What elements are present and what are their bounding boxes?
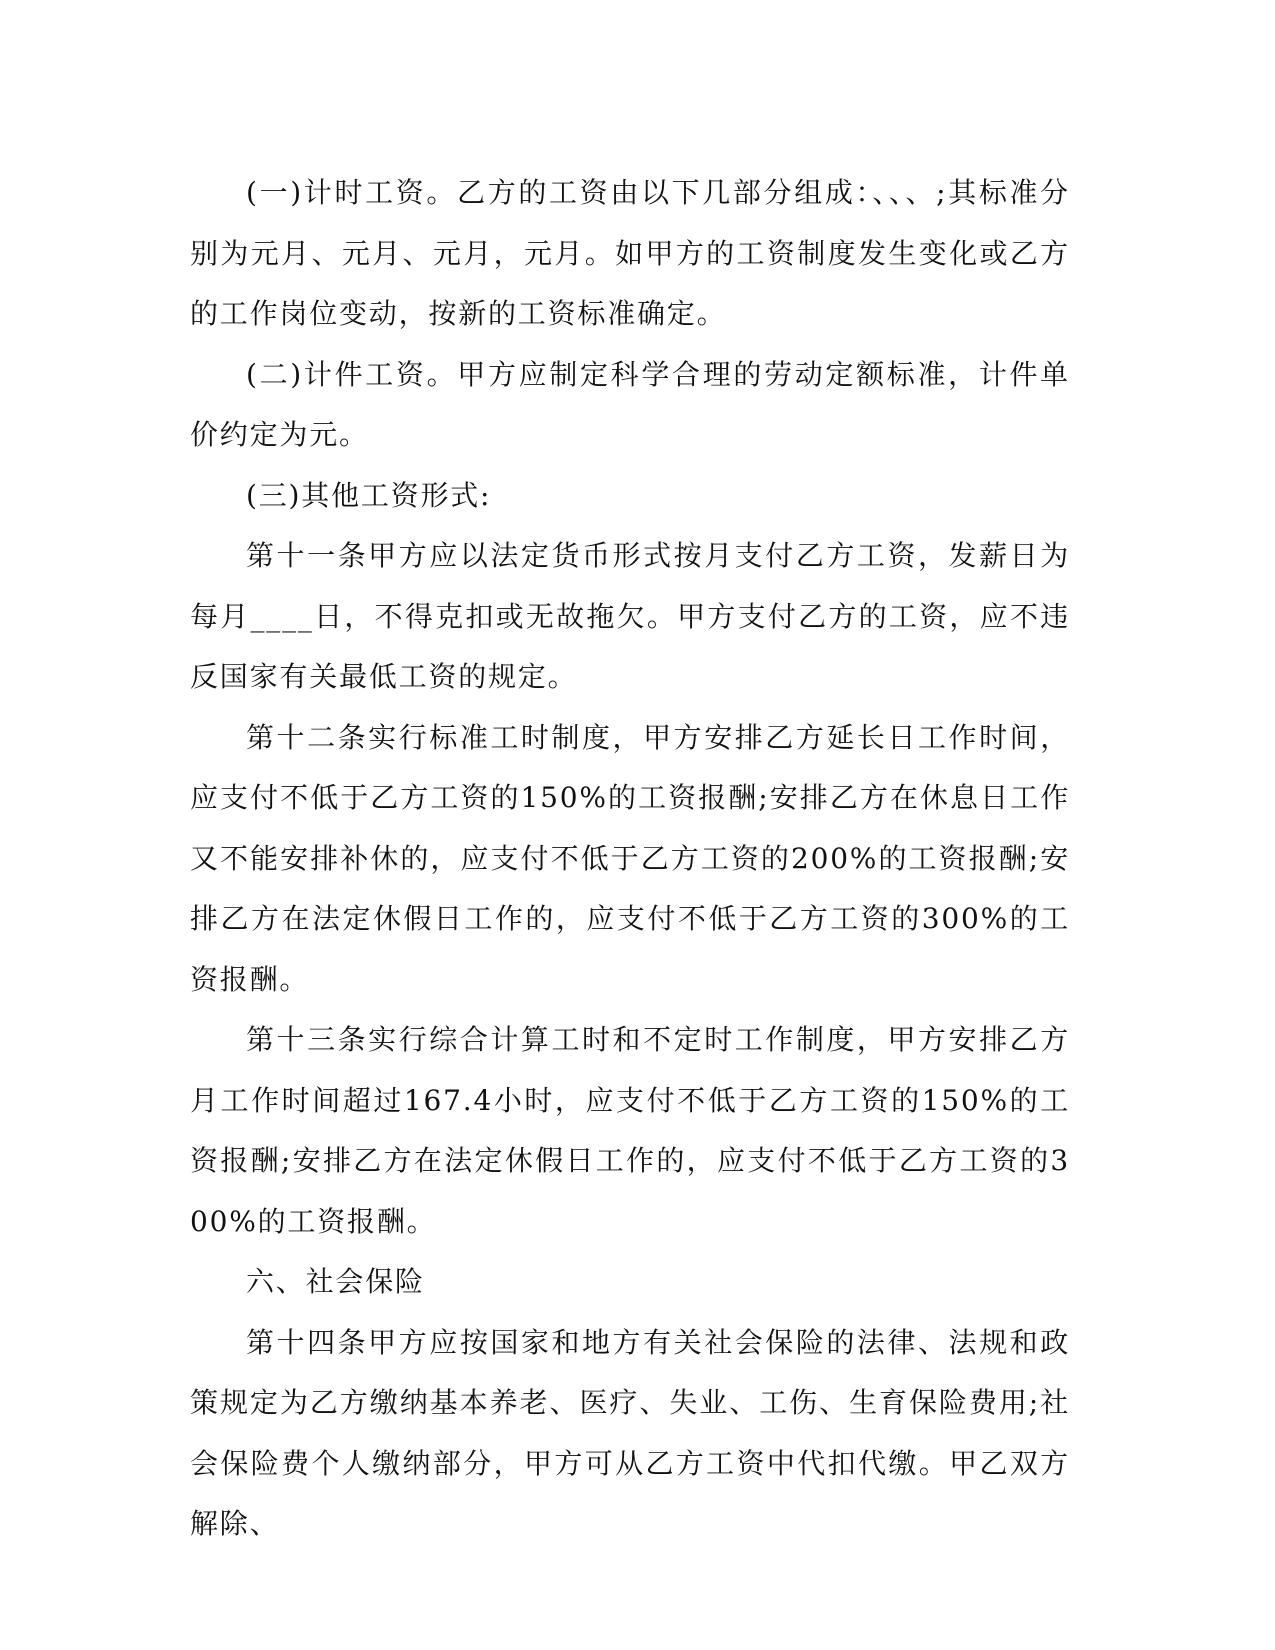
paragraph-article-12: 第十二条实行标准工时制度，甲方安排乙方延长日工作时间，应支付不低于乙方工资的150%的工资报酬;安排乙方在休息日工作又不能安排补休的，应支付不低于乙方工资的200%的工资报酬;安排乙方在法定休假日工作的，应支付不低于乙方工资的300%的工资报酬。 bbox=[190, 720, 1070, 996]
paragraph-time-wage: (一)计时工资。乙方的工资由以下几部分组成：、、、;其标准分别为元月、元月、元月，元月。如甲方的工资制度发生变化或乙方的工作岗位变动，按新的工资标准确定。 bbox=[190, 176, 1070, 330]
paragraph-other-wage: (三)其他工资形式: bbox=[246, 478, 492, 512]
paragraph-article-14: 第十四条甲方应按国家和地方有关社会保险的法律、法规和政策规定为乙方缴纳基本养老、医疗、失业、工伤、生育保险费用;社会保险费个人缴纳部分，甲方可从乙方工资中代扣代缴。甲乙双方解除、 bbox=[190, 1325, 1070, 1540]
paragraph-article-13: 第十三条实行综合计算工时和不定时工作制度，甲方安排乙方月工作时间超过167.4小时，应支付不低于乙方工资的150%的工资报酬;安排乙方在法定休假日工作的，应支付不低于乙方工资的300%的工资报酬。 bbox=[190, 1023, 1070, 1238]
section-heading-social-insurance: 六、社会保险 bbox=[246, 1265, 425, 1298]
document-body bbox=[190, 163, 1070, 1555]
paragraph-piece-wage: (二)计件工资。甲方应制定科学合理的劳动定额标准，计件单价约定为元。 bbox=[190, 357, 1070, 451]
paragraph-article-11: 第十一条甲方应以法定货币形式按月支付乙方工资，发薪日为每月____日，不得克扣或无故拖欠。甲方支付乙方的工资，应不违反国家有关最低工资的规定。 bbox=[190, 539, 1070, 693]
